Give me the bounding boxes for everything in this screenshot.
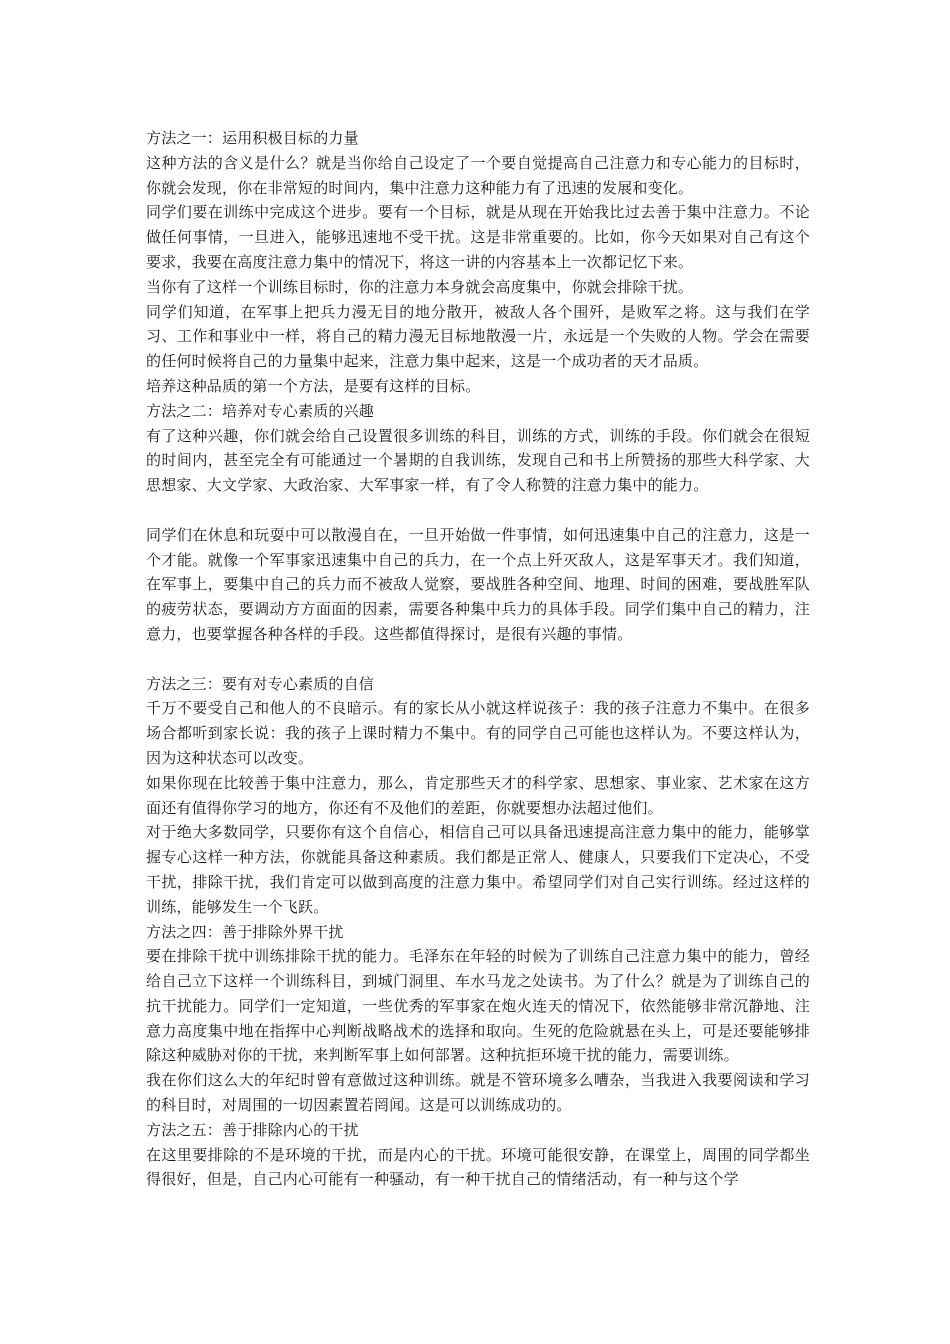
paragraph: 这种方法的含义是什么？就是当你给自己设定了一个要自觉提高自己注意力和专心能力的目标时，你就会发现，你在非常短的时间内，集中注意力这种能力有了迅速的发展和变化。 (146, 153, 810, 197)
section-1-title: 方法之一：运用积极目标的力量 (146, 129, 359, 147)
blank-line (146, 498, 810, 523)
paragraph: 我在你们这么大的年纪时曾有意做过这种训练。就是不管环境多么嘈杂，当我进入我要阅读和学习的科目时，对周围的一切因素置若罔闻。这是可以训练成功的。 (146, 1071, 810, 1115)
paragraph: 同学们要在训练中完成这个进步。要有一个目标，就是从现在开始我比过去善于集中注意力。不论做任何事情，一旦进入，能够迅速地不受干扰。这是非常重要的。比如，你今天如果对自己有这个要求，我要在高度注意力集中的情况下，将这一讲的内容基本上一次都记忆下来。 (146, 203, 810, 271)
section-4-title: 方法之四：善于排除外界干扰 (146, 922, 344, 941)
paragraph: 对于绝大多数同学，只要你有这个自信心，相信自己可以具备迅速提高注意力集中的能力，能够掌握专心这样一种方法，你就能具备这种素质。我们都是正常人、健康人，只要我们下定决心，不受干扰，排除干扰，我们肯定可以做到高度的注意力集中。希望同学们对自己实行训练。经过这样的训练，能够发生一个飞跃。 (146, 823, 810, 916)
blank-line (146, 647, 810, 672)
paragraph: 同学们知道，在军事上把兵力漫无目的地分散开，被敌人各个围歼，是败军之将。这与我们在学习、工作和事业中一样，将自己的精力漫无目标地散漫一片，永远是一个失败的人物。学会在需要的任何时候将自己的力量集中起来，注意力集中起来，这是一个成功者的天才品质。 (146, 302, 810, 371)
paragraph: 有了这种兴趣，你们就会给自己设置很多训练的科目，训练的方式，训练的手段。你们就会在很短的时间内，甚至完全有可能通过一个暑期的自我训练，发现自己和书上所赞扬的那些大科学家、大思想家、大文学家、大政治家、大军事家一样，有了令人称赞的注意力集中的能力。 (146, 426, 810, 495)
paragraph: 同学们在休息和玩耍中可以散漫自在，一旦开始做一件事情，如何迅速集中自己的注意力，这是一个才能。就像一个军事家迅速集中自己的兵力，在一个点上歼灭敌人，这是军事天才。我们知道，在军事上，要集中自己的兵力而不被敌人觉察，要战胜各种空间、地理、时间的困难，要战胜军队的疲劳状态，要调动方方面面的因素，需要各种集中兵力的具体手段。同学们集中自己的精力，注意力，也要掌握各种各样的手段。这些都值得探讨，是很有兴趣的事情。 (146, 525, 810, 643)
section-3-title: 方法之三：要有对专心素质的自信 (146, 674, 375, 693)
paragraph: 培养这种品质的第一个方法，是要有这样的目标。 (146, 376, 481, 395)
paragraph: 千万不要受自己和他人的不良暗示。有的家长从小就这样说孩子：我的孩子注意力不集中。在很多场合都听到家长说：我的孩子上课时精力不集中。有的同学自己可能也这样认为。不要这样认为，因为这种状态可以改变。 (146, 699, 810, 767)
section-2-title: 方法之二：培养对专心素质的兴趣 (146, 401, 375, 420)
paragraph: 如果你现在比较善于集中注意力，那么，肯定那些天才的科学家、思想家、事业家、艺术家在这方面还有值得你学习的地方，你还有不及他们的差距，你就要想办法超过他们。 (146, 773, 810, 817)
paragraph: 在这里要排除的不是环境的干扰，而是内心的干扰。环境可能很安静，在课堂上，周围的同学都坐得很好，但是，自己内心可能有一种骚动，有一种干扰自己的情绪活动，有一种与这个学 (146, 1145, 810, 1189)
paragraph: 要在排除干扰中训练排除干扰的能力。毛泽东在年轻的时候为了训练自己注意力集中的能力，曾经给自己立下这样一个训练科目，到城门洞里、车水马龙之处读书。为了什么？就是为了训练自己的抗干扰能力。同学们一定知道，一些优秀的军事家在炮火连天的情况下，依然能够非常沉静地、注意力高度集中地在指挥中心判断战略战术的选择和取向。生死的危险就悬在头上，可是还要能够排除这种威胁对你的干扰，来判断军事上如何部署。这种抗拒环境干扰的能力，需要训练。 (146, 947, 810, 1065)
paragraph: 当你有了这样一个训练目标时，你的注意力本身就会高度集中，你就会排除干扰。 (146, 277, 694, 296)
section-5-title: 方法之五：善于排除内心的干扰 (146, 1120, 359, 1139)
document-body (146, 126, 810, 1192)
